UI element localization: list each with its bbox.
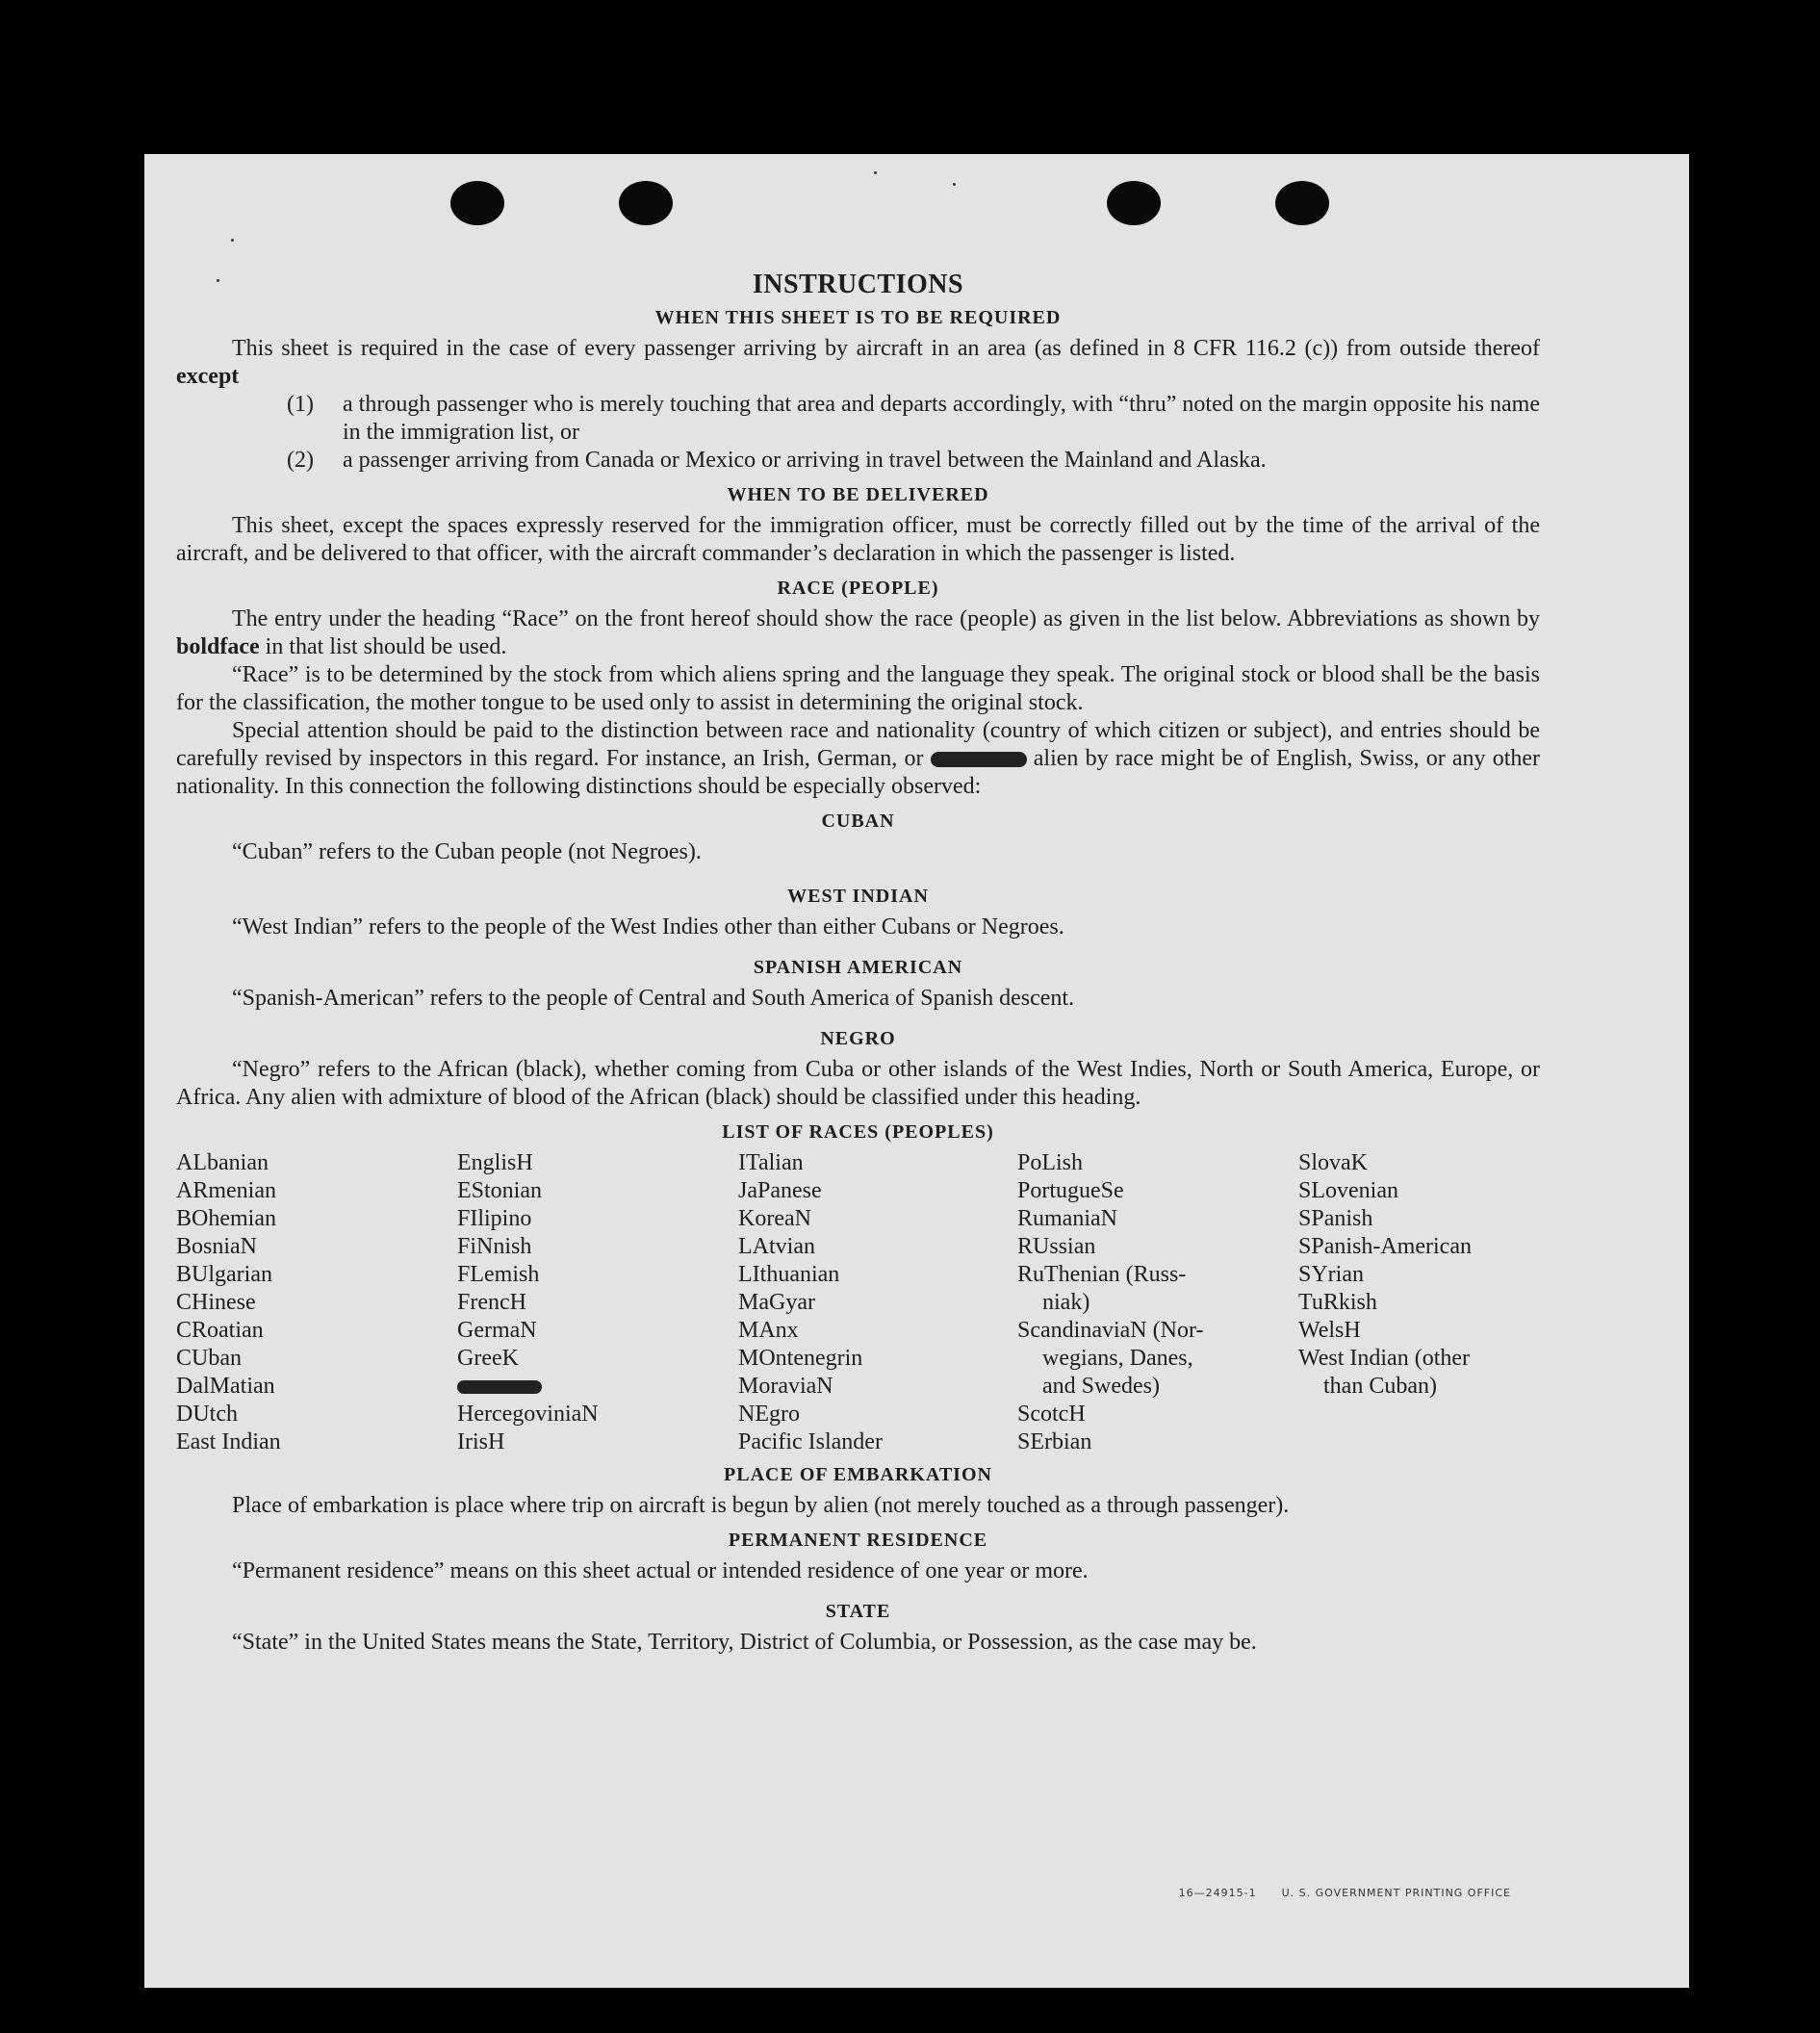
punch-hole — [619, 181, 673, 225]
section-heading-state: STATE — [825, 1601, 891, 1622]
race-item: than Cuban) — [1323, 1374, 1437, 1399]
race-item: MAnx — [738, 1318, 799, 1343]
item-number: (1) — [287, 392, 314, 417]
delivered-text: This sheet, except the spaces expressly reserved for the immigration officer, must be correctly filled out by the time of the arrival of the aircraft, and be delivered to that officer, with the aircraft commander’s declaration in which the passenger is listed. — [176, 513, 1540, 566]
race-item: ScotcH — [1017, 1402, 1086, 1427]
race-item: PoLish — [1017, 1150, 1084, 1175]
speck — [217, 279, 219, 282]
redaction-mark — [931, 752, 1027, 767]
race-item: LIthuanian — [738, 1262, 840, 1287]
race-empty-cell — [1298, 1401, 1577, 1428]
section-heading-list-of-races: LIST OF RACES (PEOPLES) — [722, 1121, 994, 1143]
required-intro-text: This sheet is required in the case of every passenger arriving by aircraft in an area (as defined in 8 CFR 116.2 (c)) from outside thereof — [232, 336, 1540, 361]
race-item: and Swedes) — [1042, 1374, 1160, 1399]
punch-hole — [1107, 181, 1161, 225]
race-item: TuRkish — [1298, 1290, 1377, 1315]
residence-text: “Permanent residence” means on this sheet actual or intended residence of one year or more. — [232, 1558, 1089, 1583]
race-item: JaPanese — [738, 1178, 822, 1203]
race-item: BOhemian — [176, 1206, 276, 1231]
section-heading-delivered: WHEN TO BE DELIVERED — [727, 484, 989, 505]
race-empty-cell — [1298, 1428, 1577, 1456]
race-item: West Indian (other — [1298, 1346, 1471, 1371]
section-heading-cuban: CUBAN — [821, 811, 895, 832]
required-intro — [176, 335, 1540, 391]
race-paragraph-3 — [176, 717, 1540, 801]
section-heading-west-indian: WEST INDIAN — [787, 886, 929, 907]
race-item: CUban — [176, 1346, 242, 1371]
race-item: FrencH — [457, 1290, 526, 1315]
race-item: PortugueSe — [1017, 1178, 1124, 1203]
race-item: GermaN — [457, 1318, 537, 1343]
item-number: (2) — [287, 448, 314, 473]
race-item: FIlipino — [457, 1206, 532, 1231]
race-p3-text-end: alien by race might be of English, Swiss, or any other nationality. In this connection the following distinctions should be especially observed: — [176, 746, 1541, 799]
race-item: DalMatian — [176, 1374, 275, 1399]
race-item: HercegoviniaN — [457, 1402, 599, 1427]
race-item: IrisH — [457, 1429, 505, 1454]
race-item: ITalian — [738, 1150, 804, 1175]
race-item: BosniaN — [176, 1234, 257, 1259]
race-item: ScandinaviaN (Nor- — [1017, 1318, 1204, 1343]
race-p1-bold: boldface — [176, 634, 260, 659]
section-heading-embarkation: PLACE OF EMBARKATION — [724, 1464, 992, 1485]
race-item: SYrian — [1298, 1262, 1364, 1287]
section-heading-spanish-american: SPANISH AMERICAN — [753, 957, 963, 978]
section-heading-residence: PERMANENT RESIDENCE — [728, 1530, 988, 1551]
race-item: East Indian — [176, 1429, 281, 1454]
state-text: “State” in the United States means the State, Territory, District of Columbia, or Possession, as the case may be. — [232, 1630, 1257, 1655]
instruction-sheet — [144, 154, 1689, 1988]
race-item: DUtch — [176, 1402, 238, 1427]
section-heading-negro: NEGRO — [820, 1028, 896, 1049]
print-footer — [1154, 1887, 1511, 1899]
race-item: KoreaN — [738, 1206, 811, 1231]
race-item: CRoatian — [176, 1318, 264, 1343]
race-item: WelsH — [1298, 1318, 1361, 1343]
race-item: niak) — [1042, 1290, 1090, 1315]
race-item: RUssian — [1017, 1234, 1096, 1259]
required-item-1 — [287, 391, 1540, 447]
race-item: SlovaK — [1298, 1150, 1368, 1175]
race-item: SPanish — [1298, 1206, 1373, 1231]
race-item: EStonian — [457, 1178, 542, 1203]
race-item: GreeK — [457, 1346, 519, 1371]
west-indian-text: “West Indian” refers to the people of the West Indies other than either Cubans or Negroes. — [232, 914, 1064, 939]
speck — [231, 239, 234, 242]
page-title: INSTRUCTIONS — [752, 270, 964, 299]
race-item: BUlgarian — [176, 1262, 272, 1287]
race-item: Pacific Islander — [738, 1429, 883, 1454]
race-item: MOntenegrin — [738, 1346, 863, 1371]
race-item: LAtvian — [738, 1234, 815, 1259]
race-item: MaGyar — [738, 1290, 815, 1315]
required-item-2 — [287, 447, 1540, 475]
item-text: a through passenger who is merely touching that area and departs accordingly, with “thru” noted on the margin opposite his name in the immigration list, or — [343, 392, 1540, 445]
spanish-american-text: “Spanish-American” refers to the people of Central and South America of Spanish descent. — [232, 986, 1075, 1011]
redaction-bar — [457, 1380, 542, 1394]
race-p3-text: Special attention should be paid to the distinction between race and nationality (country of which citizen or subject), and entries should be carefully revised by inspectors in this regard. For instance, an Irish, German, or — [176, 718, 1540, 771]
race-item: CHinese — [176, 1290, 256, 1315]
punch-hole — [450, 181, 504, 225]
embarkation-text: Place of embarkation is place where trip on aircraft is begun by alien (not merely touched as a through passenger). — [232, 1493, 1290, 1518]
punch-hole — [1275, 181, 1329, 225]
race-item: MoraviaN — [738, 1374, 833, 1399]
race-item: EnglisH — [457, 1150, 533, 1175]
race-item: SErbian — [1017, 1429, 1092, 1454]
section-heading-required: WHEN THIS SHEET IS TO BE REQUIRED — [654, 307, 1062, 328]
race-item: ALbanian — [176, 1150, 269, 1175]
race-item: NEgro — [738, 1402, 800, 1427]
race-item: SLovenian — [1298, 1178, 1398, 1203]
race-paragraph-2: “Race” is to be determined by the stock from which aliens spring and the language they speak. The original stock or blood shall be the basis for the classification, the mother tongue to be used only to assist in determining the original stock. — [176, 662, 1540, 715]
item-text: a passenger arriving from Canada or Mexico or arriving in travel between the Mainland and Alaska. — [343, 448, 1267, 473]
required-except: except — [176, 364, 240, 389]
race-p1-text-end: in that list should be used. — [265, 634, 507, 659]
race-item: RuThenian (Russ- — [1017, 1262, 1187, 1287]
race-item: ARmenian — [176, 1178, 276, 1203]
race-item: FLemish — [457, 1262, 540, 1287]
race-item: FiNnish — [457, 1234, 532, 1259]
form-number: 16—24915-1 — [1178, 1887, 1257, 1899]
race-p1-text: The entry under the heading “Race” on the front hereof should show the race (people) as given in the list below. Abbreviations as shown by — [232, 606, 1540, 631]
printer-name: U. S. GOVERNMENT PRINTING OFFICE — [1281, 1887, 1511, 1899]
cuban-text: “Cuban” refers to the Cuban people (not Negroes). — [232, 839, 702, 864]
race-paragraph-1 — [176, 605, 1540, 661]
race-item: SPanish-American — [1298, 1234, 1472, 1259]
section-heading-race: RACE (PEOPLE) — [777, 578, 939, 599]
speck — [874, 171, 877, 174]
negro-text: “Negro” refers to the African (black), whether coming from Cuba or other islands of the West Indies, North or South America, Europe, or Africa. Any alien with admixture of blood of the African (black) should be classified under this heading. — [176, 1057, 1540, 1110]
speck — [953, 183, 956, 186]
race-item: RumaniaN — [1017, 1206, 1117, 1231]
races-list — [176, 1149, 1540, 1456]
race-item: wegians, Danes, — [1042, 1346, 1193, 1371]
redaction-mark — [457, 1373, 738, 1401]
